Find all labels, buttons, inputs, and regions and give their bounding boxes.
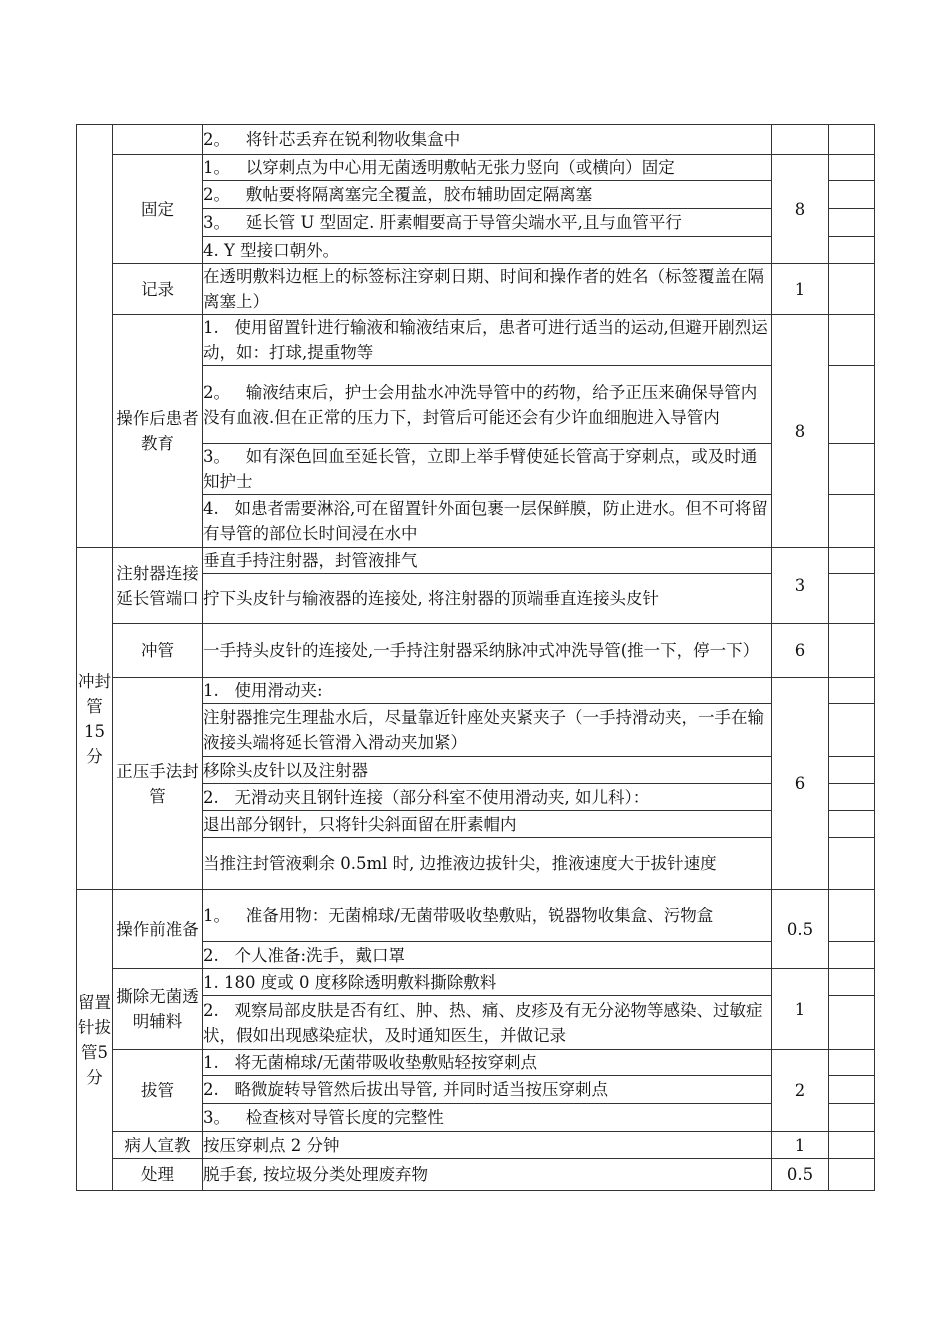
score-cell: 0.5 <box>772 890 829 969</box>
deduction-cell <box>829 996 875 1050</box>
deduction-cell <box>829 890 875 942</box>
item-text: 2。 将针芯丢弃在锐利物收集盒中 <box>203 125 772 155</box>
item-text: 按压穿刺点 2 分钟 <box>203 1132 772 1159</box>
subsection-cell: 操作前准备 <box>113 890 203 969</box>
subsection-cell: 冲管 <box>113 624 203 678</box>
score-cell: 6 <box>772 624 829 678</box>
item-text: 2. 无滑动夹且钢针连接（部分科室不使用滑动夹, 如儿科）： <box>203 784 772 811</box>
subsection-cell: 正压手法封管 <box>113 678 203 890</box>
deduction-cell <box>829 548 875 574</box>
deduction-cell <box>829 1104 875 1132</box>
item-text: 1. 180 度或 0 度移除透明敷料撕除敷料 <box>203 969 772 996</box>
scoring-table <box>76 124 875 1191</box>
item-text: 2. 略微旋转导管然后拔出导管, 并同时适当按压穿刺点 <box>203 1076 772 1104</box>
subsection-cell: 操作后患者教育 <box>113 315 203 548</box>
deduction-cell <box>829 574 875 624</box>
deduction-cell <box>829 1132 875 1159</box>
item-text: 1。 准备用物：无菌棉球/无菌带吸收垫敷贴，锐器物收集盒、污物盒 <box>203 890 772 942</box>
table-row <box>77 678 875 704</box>
table-row <box>77 548 875 574</box>
deduction-cell <box>829 942 875 969</box>
table-row <box>77 1050 875 1076</box>
item-text: 一手持头皮针的连接处,一手持注射器采纳脉冲式冲洗导管(推一下，停一下） <box>203 624 772 678</box>
item-text: 在透明敷料边框上的标签标注穿刺日期、时间和操作者的姓名（标签覆盖在隔离塞上） <box>203 264 772 315</box>
table-row <box>77 155 875 181</box>
deduction-cell <box>829 969 875 996</box>
table-row <box>77 890 875 942</box>
subsection-cell: 记录 <box>113 264 203 315</box>
subsection-cell: 处理 <box>113 1159 203 1191</box>
deduction-cell <box>829 624 875 678</box>
item-text: 退出部分钢针，只将针尖斜面留在肝素帽内 <box>203 811 772 838</box>
deduction-cell <box>829 811 875 838</box>
table-row <box>77 969 875 996</box>
deduction-cell <box>829 237 875 264</box>
item-text: 3。 延长管 U 型固定. 肝素帽要高于导管尖端水平,且与血管平行 <box>203 209 772 237</box>
table-row <box>77 315 875 366</box>
item-text: 2。 敷帖要将隔离塞完全覆盖，胶布辅助固定隔离塞 <box>203 181 772 209</box>
deduction-cell <box>829 495 875 548</box>
score-cell: 2 <box>772 1050 829 1132</box>
deduction-cell <box>829 1159 875 1191</box>
item-text: 2。 输液结束后，护士会用盐水冲洗导管中的药物，给予正压来确保导管内没有血液.但在正常的压力下，封管后可能还会有少许血细胞进入导管内 <box>203 366 772 444</box>
section-cell <box>77 125 113 548</box>
item-text: 1. 使用滑动夹: <box>203 678 772 704</box>
deduction-cell <box>829 704 875 757</box>
deduction-cell <box>829 181 875 209</box>
score-cell: 1 <box>772 1132 829 1159</box>
item-text: 移除头皮针以及注射器 <box>203 757 772 784</box>
item-text: 2. 个人准备:洗手，戴口罩 <box>203 942 772 969</box>
deduction-cell <box>829 784 875 811</box>
item-text: 1。 以穿刺点为中心用无菌透明敷帖无张力竖向（或横向）固定 <box>203 155 772 181</box>
score-cell: 8 <box>772 315 829 548</box>
item-text: 3。 检查核对导管长度的完整性 <box>203 1104 772 1132</box>
item-text: 4. 如患者需要淋浴,可在留置针外面包裹一层保鲜膜，防止进水。但不可将留有导管的部位长时间浸在水中 <box>203 495 772 548</box>
score-cell: 0.5 <box>772 1159 829 1191</box>
item-text: 1. 将无菌棉球/无菌带吸收垫敷贴轻按穿刺点 <box>203 1050 772 1076</box>
item-text: 3。 如有深色回血至延长管，立即上举手臂使延长管高于穿刺点，或及时通知护士 <box>203 444 772 495</box>
item-text: 脱手套, 按垃圾分类处理废弃物 <box>203 1159 772 1191</box>
score-cell: 1 <box>772 264 829 315</box>
score-cell: 8 <box>772 155 829 264</box>
deduction-cell <box>829 155 875 181</box>
deduction-cell <box>829 757 875 784</box>
item-text: 当推注封管液剩余 0.5ml 时, 边推液边拔针尖，推液速度大于拔针速度 <box>203 838 772 890</box>
subsection-cell: 病人宣教 <box>113 1132 203 1159</box>
table-row <box>77 1132 875 1159</box>
score-cell: 3 <box>772 548 829 624</box>
item-text: 1. 使用留置针进行输液和输液结束后，患者可进行适当的运动,但避开剧烈运动，如：打球,提重物等 <box>203 315 772 366</box>
score-cell <box>772 125 829 155</box>
table-row <box>77 1159 875 1191</box>
deduction-cell <box>829 209 875 237</box>
deduction-cell <box>829 678 875 704</box>
score-cell: 6 <box>772 678 829 890</box>
item-text: 注射器推完生理盐水后，尽量靠近针座处夹紧夹子（一手持滑动夹，一手在输液接头端将延长管滑入滑动夹加紧） <box>203 704 772 757</box>
section-cell: 留置针拔管5分 <box>77 890 113 1191</box>
score-cell: 1 <box>772 969 829 1050</box>
deduction-cell <box>829 1050 875 1076</box>
subsection-cell: 拔管 <box>113 1050 203 1132</box>
deduction-cell <box>829 366 875 444</box>
deduction-cell <box>829 125 875 155</box>
subsection-cell: 固定 <box>113 155 203 264</box>
subsection-cell: 撕除无菌透明辅料 <box>113 969 203 1050</box>
deduction-cell <box>829 1076 875 1104</box>
subsection-cell <box>113 125 203 155</box>
table-row <box>77 264 875 315</box>
subsection-cell: 注射器连接延长管端口 <box>113 548 203 624</box>
deduction-cell <box>829 838 875 890</box>
deduction-cell <box>829 315 875 366</box>
deduction-cell <box>829 264 875 315</box>
table-row <box>77 125 875 155</box>
item-text: 4. Y 型接口朝外。 <box>203 237 772 264</box>
deduction-cell <box>829 444 875 495</box>
table-row <box>77 624 875 678</box>
item-text: 拧下头皮针与输液器的连接处, 将注射器的顶端垂直连接头皮针 <box>203 574 772 624</box>
section-cell: 冲封管15分 <box>77 548 113 890</box>
item-text: 2. 观察局部皮肤是否有红、肿、热、痛、皮疹及有无分泌物等感染、过敏症状，假如出现感染症状，及时通知医生，并做记录 <box>203 996 772 1050</box>
item-text: 垂直手持注射器，封管液排气 <box>203 548 772 574</box>
